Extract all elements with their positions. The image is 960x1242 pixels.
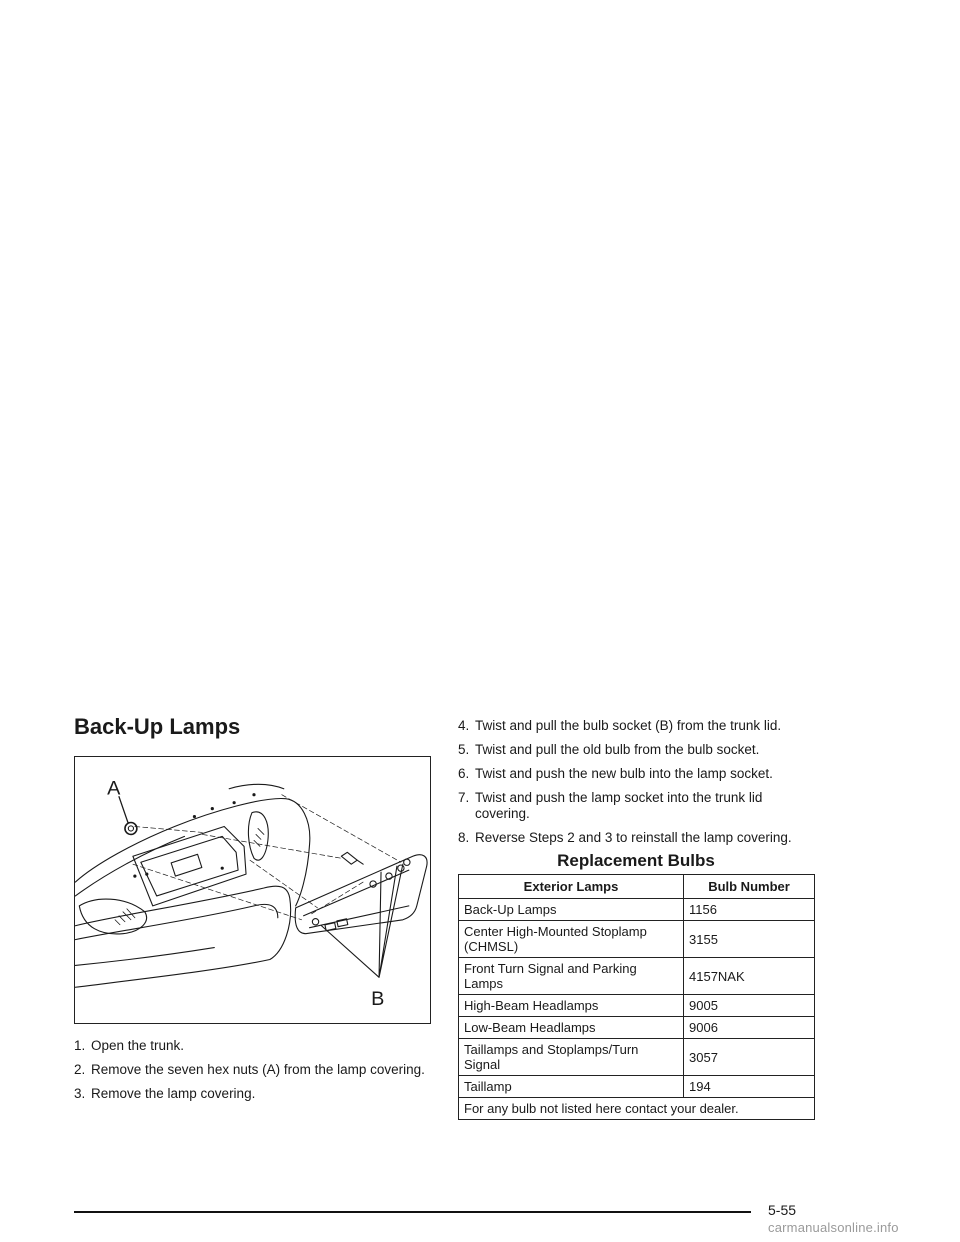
step-item xyxy=(74,1038,434,1054)
step-text: Open the trunk. xyxy=(91,1038,185,1053)
lamp-cell: Back-Up Lamps xyxy=(459,899,684,921)
back-up-lamp-illustration xyxy=(74,756,431,1024)
table-row xyxy=(459,958,815,995)
lamp-cell: Taillamps and Stoplamps/Turn Signal xyxy=(459,1039,684,1076)
step-item xyxy=(74,1086,434,1102)
step-item xyxy=(458,830,820,846)
bulb-number-cell: 4157NAK xyxy=(684,958,815,995)
table-row xyxy=(459,995,815,1017)
replacement-bulbs-title: Replacement Bulbs xyxy=(557,851,715,870)
bulb-number-cell: 1156 xyxy=(684,899,815,921)
table-row xyxy=(459,1039,815,1076)
lamp-cell: Low-Beam Headlamps xyxy=(459,1017,684,1039)
bulb-number-cell: 9005 xyxy=(684,995,815,1017)
bulb-number-cell: 3057 xyxy=(684,1039,815,1076)
table-row xyxy=(459,921,815,958)
step-text: Reverse Steps 2 and 3 to reinstall the lamp covering. xyxy=(475,830,792,845)
step-text: Twist and pull the old bulb from the bulb socket. xyxy=(475,742,760,757)
step-number: 1. xyxy=(74,1038,86,1053)
step-number: 8. xyxy=(458,830,470,845)
steps-list-right xyxy=(458,718,820,854)
callout-b-label: B xyxy=(371,988,385,1011)
step-item xyxy=(458,718,820,734)
page-number: 5-55 xyxy=(768,1202,797,1218)
step-text: Twist and push the lamp socket into the trunk lid covering. xyxy=(475,790,763,821)
bulb-number-cell: 9006 xyxy=(684,1017,815,1039)
lamp-cell: Center High-Mounted Stoplamp (CHMSL) xyxy=(459,921,684,958)
step-text: Twist and pull the bulb socket (B) from the trunk lid. xyxy=(475,718,782,733)
column-header-exterior-lamps: Exterior Lamps xyxy=(459,875,684,899)
step-number: 6. xyxy=(458,766,470,781)
table-row xyxy=(459,899,815,921)
table-footer-row xyxy=(459,1098,815,1120)
step-item xyxy=(74,1062,434,1078)
step-number: 5. xyxy=(458,742,470,757)
step-item xyxy=(458,790,820,822)
footer-divider xyxy=(74,1211,751,1213)
table-row xyxy=(459,1076,815,1098)
section-title: Back-Up Lamps xyxy=(74,714,241,739)
watermark-text: carmanualsonline.info xyxy=(768,1220,899,1235)
lamp-cell: High-Beam Headlamps xyxy=(459,995,684,1017)
callout-a-label: A xyxy=(107,777,121,800)
step-text: Remove the seven hex nuts (A) from the lamp covering. xyxy=(91,1062,425,1077)
step-item xyxy=(458,766,820,782)
step-number: 4. xyxy=(458,718,470,733)
step-text: Twist and push the new bulb into the lamp socket. xyxy=(475,766,773,781)
lamp-cell: Taillamp xyxy=(459,1076,684,1098)
lamp-cell: Front Turn Signal and Parking Lamps xyxy=(459,958,684,995)
step-text: Remove the lamp covering. xyxy=(91,1086,256,1101)
table-row xyxy=(459,1017,815,1039)
replacement-bulbs-table xyxy=(458,874,815,1120)
bulb-number-cell: 3155 xyxy=(684,921,815,958)
table-header-row xyxy=(459,875,815,899)
step-number: 7. xyxy=(458,790,470,805)
bulb-number-cell: 194 xyxy=(684,1076,815,1098)
column-header-bulb-number: Bulb Number xyxy=(684,875,815,899)
steps-list-left xyxy=(74,1038,434,1110)
step-number: 2. xyxy=(74,1062,86,1077)
step-item xyxy=(458,742,820,758)
table-footer-note: For any bulb not listed here contact your dealer. xyxy=(459,1098,815,1120)
step-number: 3. xyxy=(74,1086,86,1101)
